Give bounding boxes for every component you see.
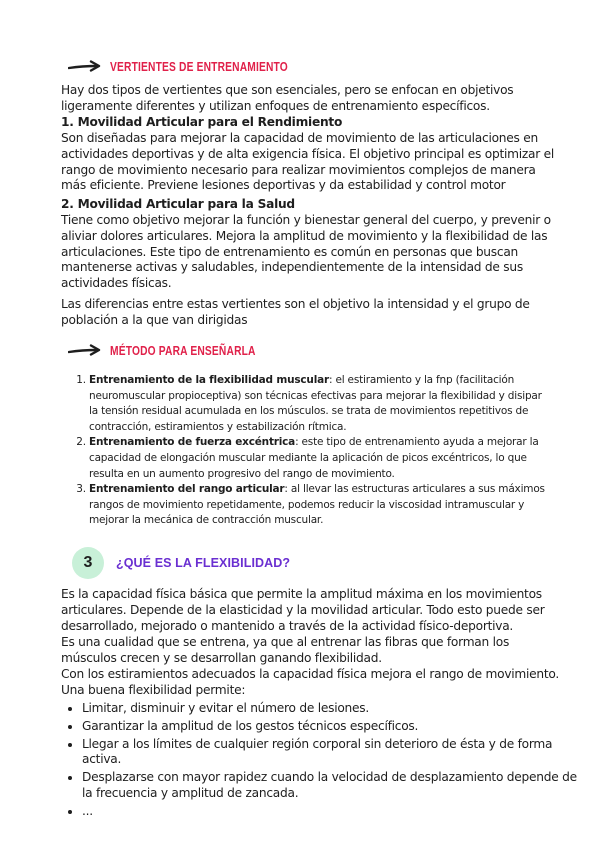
section2-heading	[68, 344, 288, 358]
section3-p1: Es la capacidad física básica que permite la amplitud máxima en los movimientos articulares. Depende de la elasticidad y la movilidad articular. Todo esto puede ser desarrollado, mejorado o mantenido a través de la actividad físico-deportiva.	[61, 587, 545, 633]
list-item	[89, 435, 549, 482]
list-item	[89, 373, 549, 435]
method-text: : este tipo de entrenamiento ayuda a mejorar la capacidad de elongación muscular mediante la aplicación de picos excéntricos, lo que resulta en un aumento progresivo del rango de movimiento.	[89, 436, 539, 480]
section3-p2: Es una cualidad que se entrena, ya que al entrenar las fibras que forman los músculos crecen y se desarrollan ganando flexibilidad.	[61, 635, 510, 665]
list-item: • Garantizar la amplitud de los gestos técnicos específicos.	[82, 719, 582, 735]
list-item	[89, 482, 549, 529]
sub1-body: Son diseñadas para mejorar la capacidad de movimiento de las articulaciones en actividades deportivas y de alta exigencia física. El objetivo principal es optimizar el rango de movimiento necesario para realizar movimientos complejos de manera más eficiente. Previene lesiones deportivas y da estabilidad y control motor	[61, 131, 554, 193]
method-term: Entrenamiento del rango articular	[89, 483, 285, 496]
list-item: • Limitar, disminuir y evitar el número de lesiones.	[82, 701, 582, 717]
arrow-right-icon	[68, 344, 102, 358]
section1-outro: Las diferencias entre estas vertientes son el objetivo la intensidad y el grupo de población a la que van dirigidas	[61, 297, 530, 327]
section3-number-badge: 3	[72, 547, 104, 579]
list-item: • ...	[82, 804, 582, 820]
method-text: : al llevar las estructuras articulares a sus máximos rangos de movimiento repetidamente, podemos reducir la viscosidad intramuscular y mejorar la mecánica de contracción muscular.	[89, 483, 545, 527]
section3-p3: Con los estiramientos adecuados la capacidad física mejora el rango de movimiento. Una buena flexibilidad permite:	[61, 667, 560, 697]
sub2-body: Tiene como objetivo mejorar la función y bienestar general del cuerpo, y prevenir o aliviar dolores articulares. Mejora la amplitud de movimiento y la flexibilidad de las articulaciones. Este tipo de entrenamiento es común en personas que buscan mantenerse activas y saludables, independientemente de la intensidad de sus actividades físicas.	[61, 213, 551, 291]
list-item: • Llegar a los límites de cualquier región corporal sin deterioro de ésta y de forma activa.	[82, 737, 582, 769]
method-text: : el estiramiento y la fnp (facilitación neuromuscular propioceptiva) son técnicas efectivas para mejorar la flexibilidad y disipar la tensión residual acumulada en los músculos. se trata de movimientos repetitivos de contracción, estiramientos y estabilización rítmica.	[89, 374, 542, 433]
arrow-right-icon	[68, 60, 102, 74]
section2-title: MÉTODO PARA ENSEÑARLA	[110, 344, 256, 358]
section1-intro: Hay dos tipos de vertientes que son esenciales, pero se enfocan en objetivos ligeramente diferentes y utilizan enfoques de entrenamiento específicos.	[61, 83, 514, 113]
section1-heading	[68, 60, 327, 74]
sub2-title: 2. Movilidad Articular para la Salud	[61, 197, 295, 211]
sub1-title: 1. Movilidad Articular para el Rendimiento	[61, 115, 343, 129]
method-term: Entrenamiento de fuerza excéntrica	[89, 436, 296, 449]
section1-title: VERTIENTES DE ENTRENAMIENTO	[110, 60, 288, 74]
benefits-list	[61, 701, 582, 822]
list-item: • Desplazarse con mayor rapidez cuando la velocidad de desplazamiento depende de la frecuencia y amplitud de zancada.	[82, 770, 582, 802]
method-term: Entrenamiento de la flexibilidad muscular	[89, 374, 329, 386]
section3-title: ¿QUÉ ES LA FLEXIBILIDAD?	[116, 556, 291, 570]
methods-list	[75, 373, 549, 529]
